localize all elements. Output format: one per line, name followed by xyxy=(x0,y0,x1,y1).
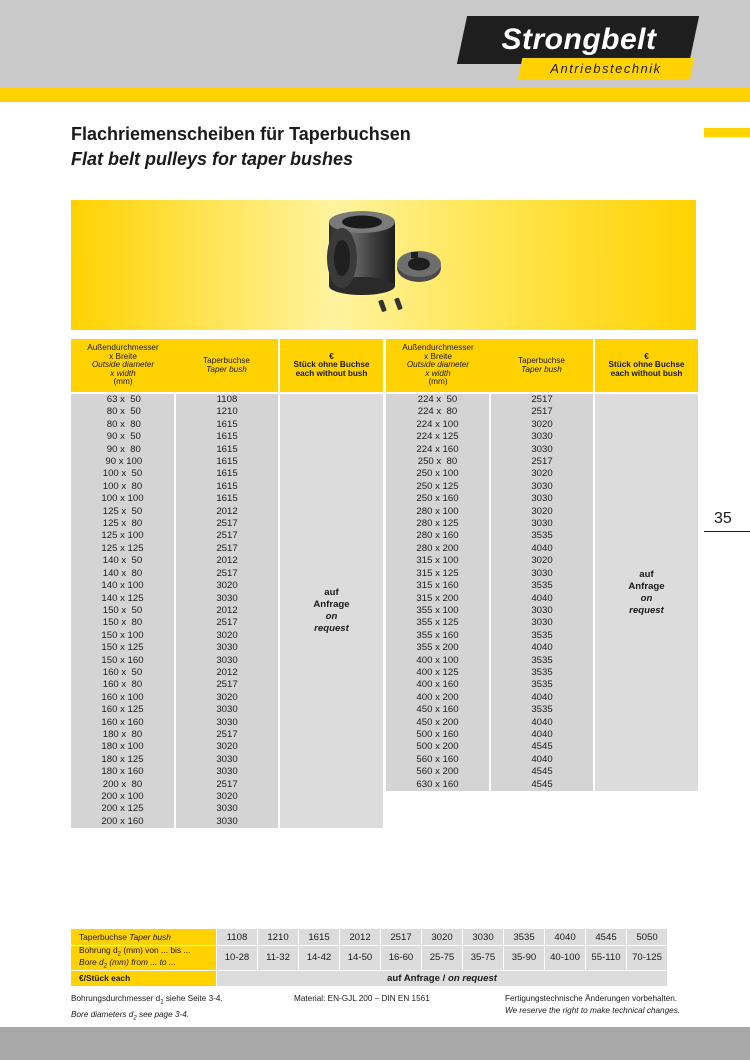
col-header-size: Außendurchmesser x Breite Outside diameter x width (mm) xyxy=(71,339,175,393)
bush-cell: 3030 xyxy=(175,655,279,667)
bush-cell: 2517 xyxy=(175,679,279,691)
size-cell: 200 x 100 xyxy=(71,791,175,803)
size-cell: 355 x 100 xyxy=(386,605,490,617)
size-cell: 150 x 50 xyxy=(71,605,175,617)
bush-cell: 1615 xyxy=(175,493,279,505)
footnote-bore: Bohrungsdurchmesser $d_2$ siehe Seite 3-4. Bore diameters $d_2$ see page 3-4. xyxy=(71,994,223,1022)
size-cell: 200 x 125 xyxy=(71,803,175,815)
size-cell: 315 x 100 xyxy=(386,555,490,567)
bush-cell: 3030 xyxy=(490,431,594,443)
bush-cell: 3030 xyxy=(175,642,279,654)
bush-cell: 3020 xyxy=(175,630,279,642)
bush-cell: 3030 xyxy=(175,816,279,828)
bush-cell: 4040 xyxy=(490,543,594,555)
bush-cell: 2517 xyxy=(175,729,279,741)
size-cell: 500 x 160 xyxy=(386,729,490,741)
bush-cell: 4040 xyxy=(490,729,594,741)
size-cell: 160 x 160 xyxy=(71,717,175,729)
bush-cell: 3030 xyxy=(490,617,594,629)
size-cell: 355 x 160 xyxy=(386,630,490,642)
bush-cell: 3535 xyxy=(490,679,594,691)
bush-cell: 3030 xyxy=(490,518,594,530)
bush-cell: 2012 xyxy=(175,667,279,679)
size-cell: 150 x 160 xyxy=(71,655,175,667)
pulley-table-right xyxy=(386,339,698,791)
bush-cell: 3030 xyxy=(175,717,279,729)
bush-type-cell: 1615 xyxy=(298,929,339,945)
size-cell: 125 x 125 xyxy=(71,543,175,555)
bush-cell: 2517 xyxy=(490,456,594,468)
bush-cell: 2012 xyxy=(175,506,279,518)
bush-type-cell: 5050 xyxy=(626,929,667,945)
pulley-table-left xyxy=(71,339,383,828)
footnote-material: Material: EN-GJL 200 – DIN EN 1561 xyxy=(294,994,430,1003)
bush-cell: 3020 xyxy=(175,791,279,803)
bush-type-cell: 3020 xyxy=(421,929,462,945)
size-cell: 100 x 50 xyxy=(71,468,175,480)
size-cell: 280 x 160 xyxy=(386,530,490,542)
bore-range-cell: 70-125 xyxy=(626,945,667,970)
bush-cell: 1108 xyxy=(175,393,279,406)
bore-range-cell: 14-50 xyxy=(339,945,380,970)
bush-cell: 3030 xyxy=(490,568,594,580)
size-cell: 125 x 80 xyxy=(71,518,175,530)
size-cell: 250 x 100 xyxy=(386,468,490,480)
size-cell: 125 x 50 xyxy=(71,506,175,518)
size-cell: 125 x 100 xyxy=(71,530,175,542)
bush-cell: 3030 xyxy=(175,704,279,716)
bush-cell: 1210 xyxy=(175,406,279,418)
size-cell: 500 x 200 xyxy=(386,741,490,753)
footnote-changes: Fertigungstechnische Änderungen vorbehalten. We reserve the right to make technical changes. xyxy=(505,994,681,1015)
bush-cell: 3020 xyxy=(175,692,279,704)
price-on-request: auf Anfrage on request xyxy=(594,393,698,791)
label-bore: Bohrung $d_2$ (mm) von ... bis ... Bore $d_2$ (mm) from ... to ... xyxy=(71,945,216,970)
bush-cell: 3020 xyxy=(490,419,594,431)
bush-cell: 3030 xyxy=(175,766,279,778)
size-cell: 224 x 125 xyxy=(386,431,490,443)
size-cell: 150 x 80 xyxy=(71,617,175,629)
bush-cell: 3030 xyxy=(175,803,279,815)
bush-type-cell: 2012 xyxy=(339,929,380,945)
margin-accent xyxy=(704,128,750,137)
bush-cell: 3535 xyxy=(490,580,594,592)
size-cell: 100 x 100 xyxy=(71,493,175,505)
bore-range-cell: 25-75 xyxy=(421,945,462,970)
pulley-bush-image xyxy=(71,200,696,330)
bush-cell: 4040 xyxy=(490,717,594,729)
size-cell: 180 x 100 xyxy=(71,741,175,753)
size-cell: 150 x 125 xyxy=(71,642,175,654)
size-cell: 180 x 80 xyxy=(71,729,175,741)
size-cell: 140 x 80 xyxy=(71,568,175,580)
taper-bush-table xyxy=(71,929,667,986)
size-cell: 250 x 80 xyxy=(386,456,490,468)
col-header-bush: Taperbuchse Taper bush xyxy=(175,339,279,393)
bush-cell: 3020 xyxy=(175,741,279,753)
bush-cell: 3535 xyxy=(490,667,594,679)
size-cell: 400 x 100 xyxy=(386,655,490,667)
bush-cell: 4040 xyxy=(490,593,594,605)
bush-type-cell: 1210 xyxy=(257,929,298,945)
page-title-de: Flachriemenscheiben für Taperbuchsen xyxy=(71,124,411,144)
table-row xyxy=(386,393,698,406)
price-on-request: auf Anfrage / on request xyxy=(216,970,667,986)
bush-cell: 1615 xyxy=(175,431,279,443)
size-cell: 450 x 160 xyxy=(386,704,490,716)
bush-cell: 3030 xyxy=(490,481,594,493)
size-cell: 400 x 200 xyxy=(386,692,490,704)
bush-cell: 3030 xyxy=(175,754,279,766)
size-cell: 140 x 100 xyxy=(71,580,175,592)
size-cell: 280 x 125 xyxy=(386,518,490,530)
page-number-rule xyxy=(704,531,750,532)
size-cell: 160 x 50 xyxy=(71,667,175,679)
size-cell: 224 x 100 xyxy=(386,419,490,431)
size-cell: 315 x 125 xyxy=(386,568,490,580)
bush-type-cell: 3030 xyxy=(462,929,503,945)
bore-range-cell: 40-100 xyxy=(544,945,585,970)
size-cell: 90 x 80 xyxy=(71,444,175,456)
size-cell: 400 x 125 xyxy=(386,667,490,679)
size-cell: 355 x 200 xyxy=(386,642,490,654)
size-cell: 160 x 125 xyxy=(71,704,175,716)
bush-cell: 3020 xyxy=(490,506,594,518)
bush-cell: 1615 xyxy=(175,456,279,468)
size-cell: 160 x 100 xyxy=(71,692,175,704)
bush-type-cell: 4545 xyxy=(585,929,626,945)
col-header-size: Außendurchmesser x Breite Outside diameter x width (mm) xyxy=(386,339,490,393)
bush-cell: 2517 xyxy=(175,530,279,542)
size-cell: 280 x 200 xyxy=(386,543,490,555)
size-cell: 355 x 125 xyxy=(386,617,490,629)
label-price: €/Stück each xyxy=(71,970,216,986)
page-title-en: Flat belt pulleys for taper bushes xyxy=(71,149,354,169)
size-cell: 315 x 160 xyxy=(386,580,490,592)
bush-cell: 3535 xyxy=(490,530,594,542)
size-cell: 90 x 50 xyxy=(71,431,175,443)
size-cell: 560 x 200 xyxy=(386,766,490,778)
bush-cell: 1615 xyxy=(175,444,279,456)
bush-cell: 4545 xyxy=(490,779,594,791)
bore-range-cell: 55-110 xyxy=(585,945,626,970)
bush-cell: 2012 xyxy=(175,605,279,617)
size-cell: 224 x 80 xyxy=(386,406,490,418)
col-header-price: € Stück ohne Buchse each without bush xyxy=(594,339,698,393)
bush-cell: 2517 xyxy=(175,518,279,530)
size-cell: 224 x 160 xyxy=(386,444,490,456)
size-cell: 250 x 160 xyxy=(386,493,490,505)
bore-range-cell: 10-28 xyxy=(216,945,257,970)
size-cell: 560 x 160 xyxy=(386,754,490,766)
col-header-bush: Taperbuchse Taper bush xyxy=(490,339,594,393)
bush-cell: 3030 xyxy=(490,493,594,505)
col-header-price: € Stück ohne Buchse each without bush xyxy=(279,339,383,393)
bush-cell: 2517 xyxy=(490,393,594,406)
bush-cell: 4040 xyxy=(490,754,594,766)
bush-cell: 2517 xyxy=(175,568,279,580)
bush-cell: 2517 xyxy=(175,779,279,791)
bush-type-cell: 4040 xyxy=(544,929,585,945)
bush-cell: 4545 xyxy=(490,741,594,753)
size-cell: 90 x 100 xyxy=(71,456,175,468)
label-taper-bush: Taperbuchse Taper bush xyxy=(71,929,216,945)
bush-cell: 4545 xyxy=(490,766,594,778)
size-cell: 200 x 160 xyxy=(71,816,175,828)
bush-cell: 2517 xyxy=(490,406,594,418)
bush-cell: 3030 xyxy=(175,593,279,605)
table-row xyxy=(71,393,383,406)
size-cell: 140 x 50 xyxy=(71,555,175,567)
bush-type-cell: 3535 xyxy=(503,929,544,945)
size-cell: 63 x 50 xyxy=(71,393,175,406)
bush-cell: 2517 xyxy=(175,543,279,555)
bush-cell: 4040 xyxy=(490,642,594,654)
bush-type-cell: 1108 xyxy=(216,929,257,945)
size-cell: 200 x 80 xyxy=(71,779,175,791)
brand-subtitle: Antriebstechnik xyxy=(550,61,662,76)
bore-range-cell: 16-60 xyxy=(380,945,421,970)
bush-cell: 3535 xyxy=(490,655,594,667)
bush-cell: 4040 xyxy=(490,692,594,704)
bore-range-cell: 35-75 xyxy=(462,945,503,970)
page-number: 35 xyxy=(714,510,732,527)
header-stripe xyxy=(0,88,750,102)
size-cell: 315 x 200 xyxy=(386,593,490,605)
bush-cell: 3030 xyxy=(490,444,594,456)
bush-cell: 2012 xyxy=(175,555,279,567)
product-banner xyxy=(71,200,696,330)
size-cell: 180 x 125 xyxy=(71,754,175,766)
size-cell: 140 x 125 xyxy=(71,593,175,605)
footer-band xyxy=(0,1027,750,1060)
bush-cell: 1615 xyxy=(175,481,279,493)
size-cell: 250 x 125 xyxy=(386,481,490,493)
size-cell: 160 x 80 xyxy=(71,679,175,691)
bush-cell: 3535 xyxy=(490,704,594,716)
bush-type-cell: 2517 xyxy=(380,929,421,945)
bush-cell: 1615 xyxy=(175,419,279,431)
size-cell: 150 x 100 xyxy=(71,630,175,642)
bush-cell: 3535 xyxy=(490,630,594,642)
brand-logo: Strongbelt xyxy=(501,23,657,56)
bush-cell: 2517 xyxy=(175,617,279,629)
size-cell: 80 x 50 xyxy=(71,406,175,418)
size-cell: 450 x 200 xyxy=(386,717,490,729)
bush-cell: 3020 xyxy=(175,580,279,592)
bush-cell: 3030 xyxy=(490,605,594,617)
bush-cell: 3020 xyxy=(490,468,594,480)
size-cell: 630 x 160 xyxy=(386,779,490,791)
size-cell: 180 x 160 xyxy=(71,766,175,778)
size-cell: 80 x 80 xyxy=(71,419,175,431)
size-cell: 280 x 100 xyxy=(386,506,490,518)
bore-range-cell: 11-32 xyxy=(257,945,298,970)
bore-range-cell: 35-90 xyxy=(503,945,544,970)
size-cell: 224 x 50 xyxy=(386,393,490,406)
size-cell: 100 x 80 xyxy=(71,481,175,493)
price-on-request: auf Anfrage on request xyxy=(279,393,383,828)
bush-cell: 1615 xyxy=(175,468,279,480)
bore-range-cell: 14-42 xyxy=(298,945,339,970)
bush-cell: 3020 xyxy=(490,555,594,567)
size-cell: 400 x 160 xyxy=(386,679,490,691)
